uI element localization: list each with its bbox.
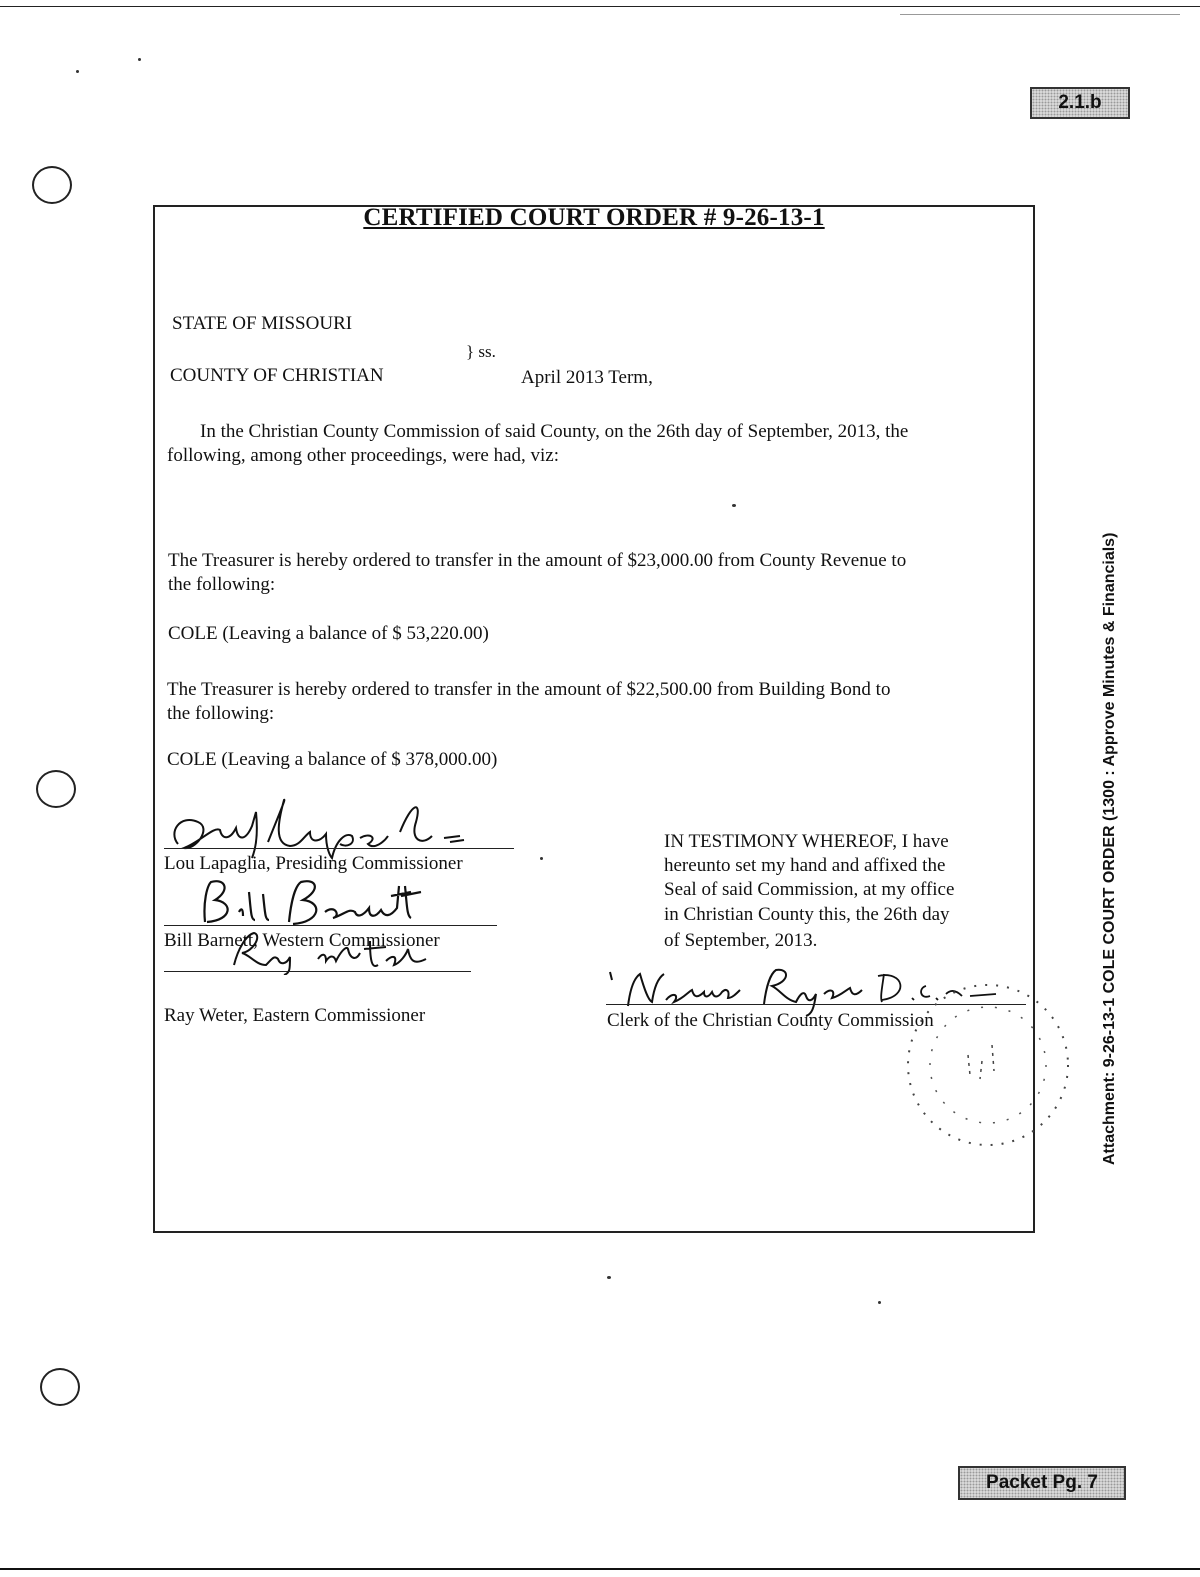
packet-page-badge: Packet Pg. 7 — [958, 1466, 1126, 1500]
document-title: CERTIFIED COURT ORDER # 9-26-13-1 — [363, 204, 825, 231]
signer-2-name: Bill Barnett, Western Commissioner — [164, 930, 440, 951]
top-edge-rule-faint — [900, 14, 1180, 15]
page-tag-badge: 2.1.b — [1030, 87, 1130, 119]
order-2-line-1: The Treasurer is hereby ordered to transfer in the amount of $22,500.00 from Building Bond to — [167, 679, 891, 700]
embossed-seal — [868, 975, 1098, 1175]
testimony-line-4: in Christian County this, the 26th day — [664, 904, 950, 925]
scan-speck — [878, 1301, 881, 1304]
attachment-side-label: Attachment: 9-26-13-1 COLE COURT ORDER (1300 : Approve Minutes & Financials) — [1101, 532, 1118, 1165]
signer-1-name: Lou Lapaglia, Presiding Commissioner — [164, 853, 463, 874]
clerk-title: Clerk of the Christian County Commission — [607, 1010, 934, 1031]
testimony-line-3: Seal of said Commission, at my office — [664, 879, 955, 900]
order-2-balance: COLE (Leaving a balance of $ 378,000.00) — [167, 749, 498, 770]
hole-punch-top — [32, 166, 72, 204]
signature-line-1 — [164, 848, 514, 849]
venue-ss: } ss. — [466, 342, 496, 361]
order-1-balance: COLE (Leaving a balance of $ 53,220.00) — [168, 623, 489, 644]
bottom-edge-rule — [0, 1568, 1200, 1570]
order-2-line-2: the following: — [167, 703, 275, 724]
scan-speck — [138, 58, 141, 61]
testimony-line-1: IN TESTIMONY WHEREOF, I have — [664, 831, 949, 852]
signature-line-3 — [164, 971, 471, 972]
order-1-line-2: the following: — [168, 574, 276, 595]
signer-3-name: Ray Weter, Eastern Commissioner — [164, 1005, 426, 1026]
order-1-line-1: The Treasurer is hereby ordered to transfer in the amount of $23,000.00 from County Revenue to — [168, 550, 907, 571]
scan-speck — [76, 70, 79, 73]
venue-county: COUNTY OF CHRISTIAN — [170, 365, 384, 386]
scan-speck — [607, 1276, 611, 1279]
hole-punch-middle — [36, 770, 76, 808]
hole-punch-bottom — [40, 1368, 80, 1406]
testimony-line-5: of September, 2013. — [664, 930, 818, 951]
testimony-line-2: hereunto set my hand and affixed the — [664, 855, 946, 876]
signature-weter — [220, 925, 450, 975]
venue-term: April 2013 Term, — [521, 367, 653, 388]
intro-line-2: following, among other proceedings, were had, viz: — [167, 445, 560, 466]
venue-state: STATE OF MISSOURI — [172, 313, 353, 334]
top-edge-rule — [0, 6, 1200, 7]
intro-line-1: In the Christian County Commission of said County, on the 26th day of September, 2013, the — [200, 421, 909, 442]
signature-barnett — [185, 872, 445, 932]
